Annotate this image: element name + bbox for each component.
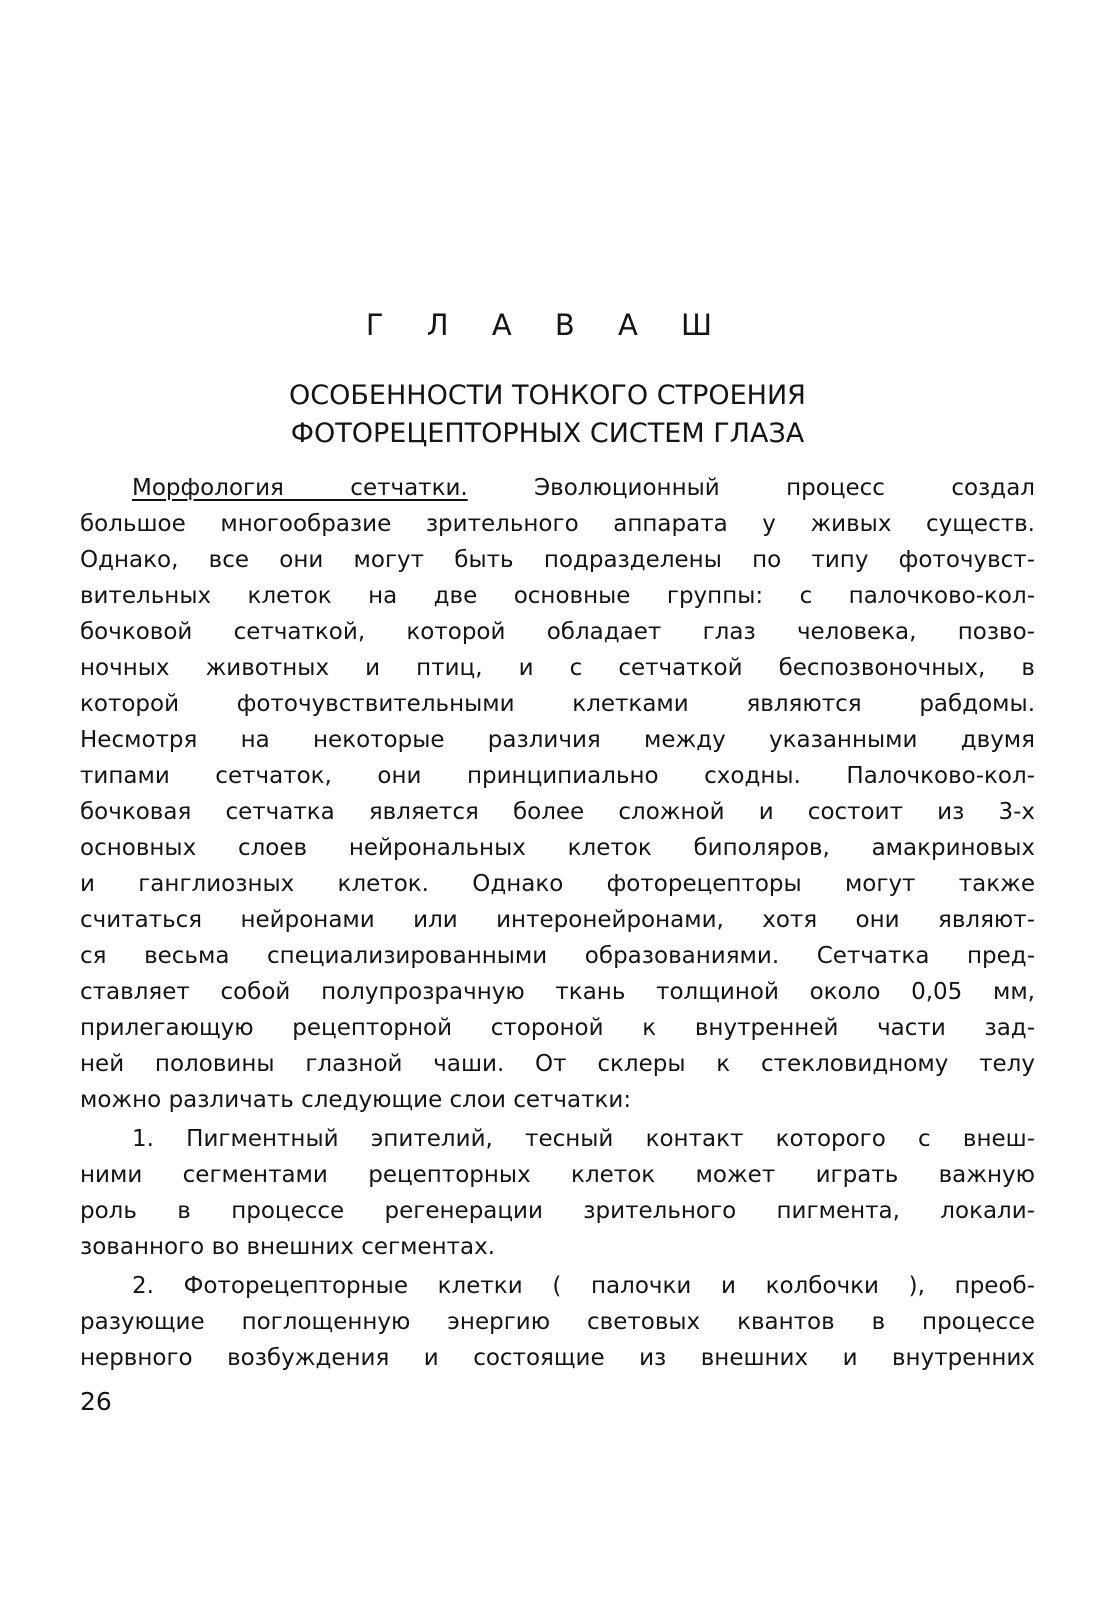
list-item-1-line: 1. Пигментный эпителий, тесный контакт которого с внеш-: [132, 1126, 1035, 1152]
chapter-title: [0, 377, 1095, 453]
chapter-title-line-1: ОСОБЕННОСТИ ТОНКОГО СТРОЕНИЯ: [289, 380, 806, 411]
body-text: [80, 470, 1035, 1376]
paragraph-line: бочковой сетчаткой, которой обладает глаз человека, позво-: [80, 619, 1035, 645]
paragraph-line: ночных животных и птиц, и с сетчаткой беспозвоночных, в: [80, 655, 1035, 681]
paragraph-line: Несмотря на некоторые различия между указанными двумя: [80, 727, 1035, 753]
paragraph-line: типами сетчаток, они принципиально сходны. Палочково-кол-: [80, 763, 1035, 789]
paragraph-line: основных слоев нейрональных клеток биполяров, амакриновых: [80, 835, 1035, 861]
paragraph-line: считаться нейронами или интеронейронами, хотя они являют-: [80, 907, 1035, 933]
list-item-2-line: нервного возбуждения и состоящие из внешних и внутренних: [80, 1345, 1035, 1371]
paragraph-line: прилегающую рецепторной стороной к внутренней части зад-: [80, 1015, 1035, 1041]
section-heading: Морфология сетчатки.: [132, 475, 468, 501]
paragraph-line: [80, 470, 1035, 506]
paragraph-line: ся весьма специализированными образованиями. Сетчатка пред-: [80, 943, 1035, 969]
paragraph-line: и ганглиозных клеток. Однако фоторецепторы могут также: [80, 871, 1035, 897]
paragraph-line: вительных клеток на две основные группы: с палочково-кол-: [80, 583, 1035, 609]
list-item-2-line: 2. Фоторецепторные клетки ( палочки и колбочки ), преоб-: [132, 1273, 1035, 1299]
list-item-1-line: зованного во внешних сегментах.: [80, 1234, 496, 1260]
paragraph-line-text: Эволюционный процесс создал: [534, 475, 1035, 501]
paragraph-line: которой фоточувствительными клетками являются рабдомы.: [80, 691, 1035, 717]
paragraph-line: Однако, все они могут быть подразделены по типу фоточувст-: [80, 547, 1035, 573]
list-item-2-line: разующие поглощенную энергию световых квантов в процессе: [80, 1309, 1035, 1335]
paragraph-line: большое многообразие зрительного аппарата у живых существ.: [80, 511, 1035, 537]
page-number: 26: [80, 1387, 112, 1416]
paragraph-line: ставляет собой полупрозрачную ткань толщиной около 0,05 мм,: [80, 979, 1035, 1005]
paragraph-line: можно различать следующие слои сетчатки:: [80, 1087, 632, 1113]
paragraph-line: бочковая сетчатка является более сложной и состоит из 3-х: [80, 799, 1035, 825]
list-item-1-line: ними сегментами рецепторных клеток может играть важную: [80, 1162, 1035, 1188]
chapter-title-line-2: ФОТОРЕЦЕПТОРНЫХ СИСТЕМ ГЛАЗА: [290, 418, 805, 449]
chapter-label: Г Л А В А Ш: [365, 308, 730, 342]
paragraph-line: ней половины глазной чаши. От склеры к стекловидному телу: [80, 1051, 1035, 1077]
list-item-1-line: роль в процессе регенерации зрительного пигмента, локали-: [80, 1198, 1035, 1224]
